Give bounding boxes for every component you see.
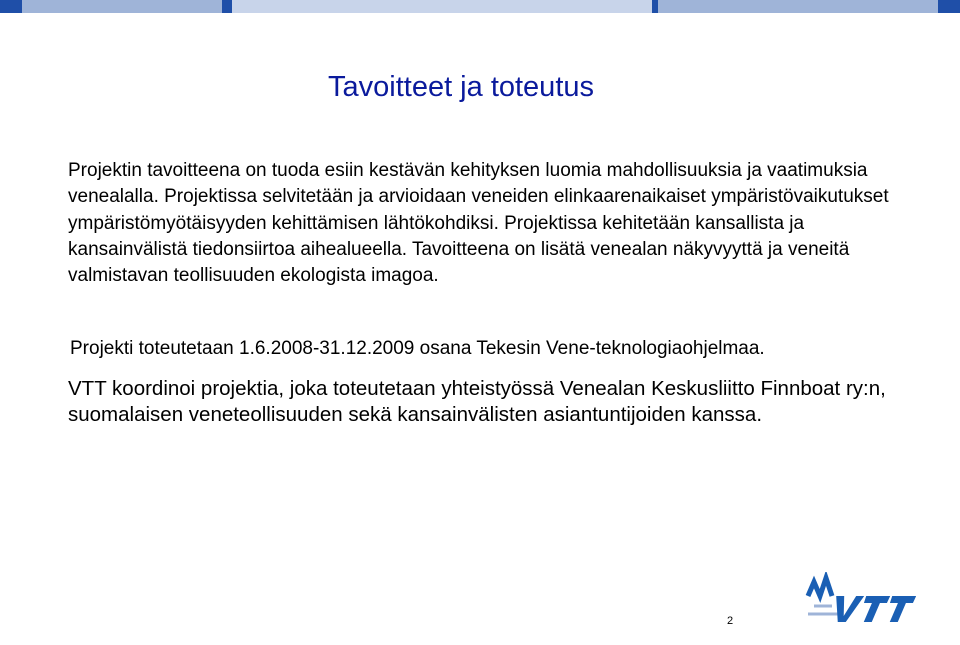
page-number: 2 <box>726 615 734 627</box>
paragraph-coordination: VTT koordinoi projektia, joka toteutetaan yhteistyössä Venealan Keskusliitto Finnboat ry:n, suomalaisen veneteollisuuden sekä kansainvälisten asiantuntijoiden kanssa. <box>68 377 886 426</box>
vtt-logo-text <box>916 572 917 573</box>
paragraph-goals: Projektin tavoitteena on tuoda esiin kestävän kehityksen luomia mahdollisuuksia ja vaatimuksia venealalla. Projektissa selvitetään ja arvioidaan veneiden elinkaarenaikaiset ympäristövaikutukset ympäristömyötäisyyden kehittämisen lähtökohdiksi. Projektissa kehitetään kansallista ja kansainvälistä tiedonsiirtoa aihealueella. Tavoitteena on lisätä venealan näkyvyyttä ja veneitä valmistavan teollisuuden ekologista imagoa. <box>68 160 889 287</box>
top-decorative-bar <box>0 0 960 13</box>
page-title: Tavoitteet ja toteutus <box>328 71 594 103</box>
vtt-wave-logo-icon <box>804 572 916 624</box>
vtt-logo <box>804 572 916 624</box>
paragraph-schedule: Projekti toteutetaan 1.6.2008-31.12.2009 osana Tekesin Vene-teknologiaohjelmaa. <box>70 338 765 359</box>
